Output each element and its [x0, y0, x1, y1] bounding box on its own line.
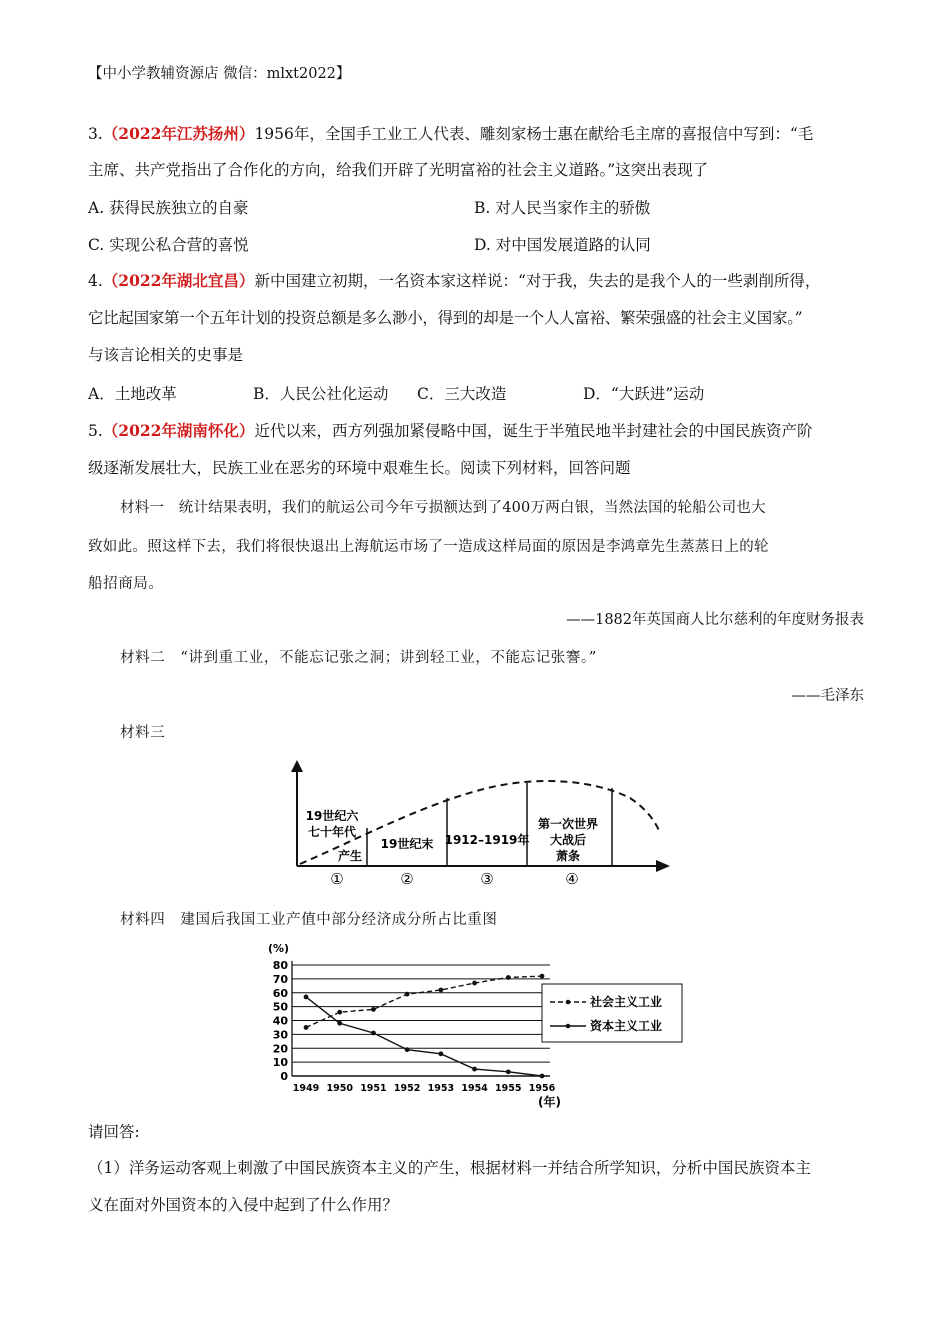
stage1-label-1: 19世纪六	[305, 809, 359, 823]
x-tick-1955: 1955	[495, 1083, 522, 1094]
stage4-marker: ④	[565, 870, 579, 888]
material1-line3: 船招商局。	[88, 576, 164, 592]
q4-number: 4.	[88, 272, 103, 290]
q3-option-a: A. 获得民族独立的自豪	[88, 199, 249, 217]
q4-option-c: C．三大改造	[417, 385, 507, 403]
y-tick-60: 60	[272, 986, 288, 1000]
q5-text-2: 级逐渐发展壮大，民族工业在恶劣的环境中艰难生长。阅读下列材料，回答问题	[88, 459, 631, 477]
q4-option-b: B．人民公社化运动	[253, 385, 389, 403]
chart-legend	[542, 984, 682, 1042]
material2-source: ——毛泽东	[791, 688, 864, 704]
material2-text: 材料二 “讲到重工业，不能忘记张之洞；讲到轻工业，不能忘记张謇。”	[120, 650, 597, 666]
y-tick-40: 40	[272, 1014, 288, 1028]
y-tick-20: 20	[272, 1042, 288, 1056]
stage1-label-3: 产生	[337, 849, 363, 863]
legend-socialist-marker	[566, 1000, 571, 1005]
y-axis-arrow	[291, 760, 303, 772]
stage4-label-1: 第一次世界	[537, 817, 599, 831]
series-line-0	[306, 976, 542, 1027]
data-point-s0-1955	[506, 975, 511, 980]
y-tick-80: 80	[272, 959, 288, 972]
q5-line1	[88, 421, 812, 441]
y-tick-0: 0	[280, 1070, 288, 1083]
data-point-s1-1952	[405, 1047, 410, 1052]
data-point-s0-1953	[438, 988, 443, 993]
data-point-s1-1956	[540, 1074, 545, 1079]
data-point-s0-1949	[304, 1025, 309, 1030]
stage3-label: 1912–1919年	[444, 833, 530, 847]
data-point-s0-1950	[337, 1010, 342, 1015]
data-point-s1-1953	[438, 1051, 443, 1056]
q3-number: 3.	[88, 125, 103, 143]
q5-number: 5.	[88, 422, 103, 440]
material4-label: 材料四 建国后我国工业产值中部分经济成分所占比重图	[120, 912, 498, 928]
q5-source: （2022年湖南怀化）	[102, 421, 255, 440]
q3-text-2: 主席、共产党指出了合作化的方向，给我们开辟了光明富裕的社会主义道路。”这突出表现了	[88, 161, 709, 179]
chart-x-ticks	[293, 1083, 556, 1094]
data-point-s1-1949	[304, 995, 309, 1000]
data-point-s1-1955	[506, 1069, 511, 1074]
y-tick-30: 30	[272, 1028, 288, 1042]
material1-line2: 致如此。照这样下去，我们将很快退出上海航运市场了一造成这样局面的原因是李鸿章先生蒸蒸日上的轮	[88, 539, 769, 555]
x-tick-1950: 1950	[326, 1083, 353, 1094]
legend-capitalist-marker	[566, 1024, 571, 1029]
series-line-1	[306, 997, 542, 1076]
stage1-label-2: 七十年代	[307, 825, 357, 839]
q3-option-c: C. 实现公私合营的喜悦	[88, 236, 249, 254]
data-point-s0-1954	[472, 981, 477, 986]
q4-line1	[88, 271, 820, 291]
legend-socialist-label: 社会主义工业	[590, 995, 663, 1009]
chart-series	[304, 974, 545, 1079]
stage2-label: 19世纪末	[380, 837, 434, 851]
x-tick-1949: 1949	[292, 1083, 320, 1094]
material1-source: ——1882年英国商人比尔慈利的年度财务报表	[566, 612, 864, 628]
q4-option-d: D．“大跃进”运动	[583, 385, 705, 403]
legend-capitalist-label: 资本主义工业	[590, 1019, 663, 1033]
x-tick-1952: 1952	[393, 1083, 421, 1094]
data-point-s0-1952	[405, 992, 410, 997]
material1-line1: 材料一 统计结果表明，我们的航运公司今年亏损额达到了400万两白银，当然法国的轮船公司也大	[120, 500, 766, 516]
q4-option-a: A．土地改革	[88, 385, 177, 403]
material3-diagram	[270, 758, 680, 893]
data-point-s1-1950	[337, 1021, 342, 1026]
answer-intro: 请回答:	[88, 1123, 140, 1141]
y-tick-50: 50	[272, 1000, 288, 1014]
q3-option-b: B. 对人民当家作主的骄傲	[474, 199, 651, 217]
x-tick-1953: 1953	[427, 1083, 455, 1094]
sub-question-1-line2: 义在面对外国资本的入侵中起到了什么作用？	[88, 1196, 399, 1214]
x-tick-1951: 1951	[360, 1083, 387, 1094]
chart-y-ticks	[273, 959, 289, 1083]
y-tick-10: 10	[272, 1056, 288, 1070]
stage4-label-3: 萧条	[555, 849, 581, 863]
header-watermark: 【中小学教辅资源店 微信：mlxt2022】	[88, 66, 351, 82]
q4-source: （2022年湖北宜昌）	[102, 271, 255, 290]
stage4-label-2: 大战后	[549, 833, 587, 847]
q3-line1	[88, 124, 813, 144]
x-unit-label: (年)	[538, 1095, 561, 1108]
x-axis-arrow	[656, 860, 670, 872]
q4-text-1: 新中国建立初期，一名资本家这样说：“对于我，失去的是我个人的一些剥削所得，	[254, 272, 821, 290]
q3-option-d: D. 对中国发展道路的认同	[474, 236, 651, 254]
material3-label: 材料三	[120, 725, 166, 741]
chart-grid	[292, 961, 550, 1076]
x-tick-1954: 1954	[461, 1083, 488, 1094]
q3-text-1: 1956年，全国手工业工人代表、雕刻家杨士惠在献给毛主席的喜报信中写到：“毛	[254, 125, 814, 143]
q3-source: （2022年江苏扬州）	[102, 124, 255, 143]
data-point-s0-1956	[540, 974, 545, 979]
x-tick-1956: 1956	[528, 1083, 556, 1094]
stage1-marker: ①	[330, 870, 344, 888]
data-point-s0-1951	[371, 1007, 376, 1012]
y-tick-70: 70	[272, 972, 288, 986]
q5-text-1: 近代以来，西方列强加紧侵略中国，诞生于半殖民地半封建社会的中国民族资产阶	[254, 422, 813, 440]
data-point-s1-1954	[472, 1067, 477, 1072]
q4-text-3: 与该言论相关的史事是	[88, 346, 244, 364]
material4-chart	[250, 938, 690, 1108]
y-unit-label: (%)	[268, 942, 290, 955]
q4-text-2: 它比起国家第一个五年计划的投资总额是多么渺小，得到的却是一个人人富裕、繁荣强盛的社会主义国家。”	[88, 309, 803, 327]
sub-question-1-line1: （1）洋务运动客观上刺激了中国民族资本主义的产生，根据材料一并结合所学知识，分析中国民族资本主	[88, 1159, 811, 1177]
stage3-marker: ③	[480, 870, 494, 888]
data-point-s1-1951	[371, 1031, 376, 1036]
stage2-marker: ②	[400, 870, 414, 888]
